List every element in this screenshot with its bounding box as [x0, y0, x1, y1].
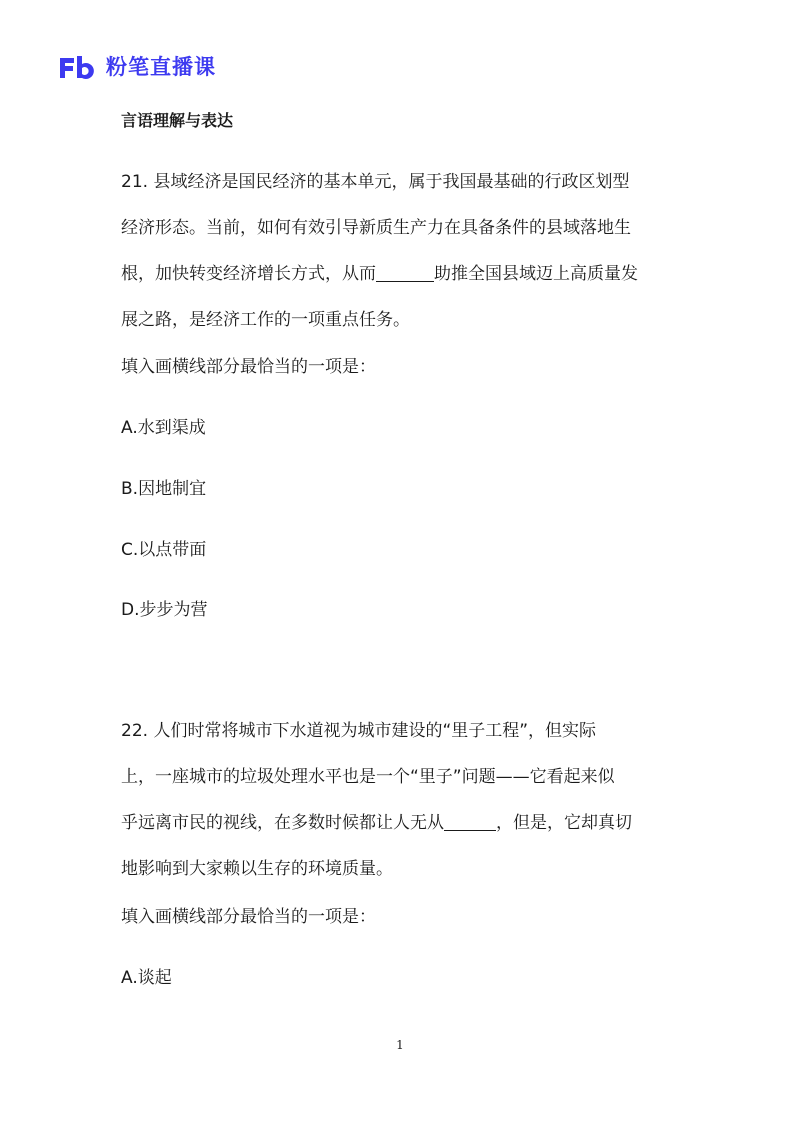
question-21-stem — [121, 159, 681, 343]
question-21-line-4: 展之路，是经济工作的一项重点任务。 — [121, 310, 410, 330]
question-21-option-c: C.以点带面 — [121, 540, 207, 560]
question-22-line-4: 地影响到大家赖以生存的环境质量。 — [121, 859, 393, 879]
question-21-prompt: 填入画横线部分最恰当的一项是： — [121, 357, 376, 377]
question-21-line-3-before-blank: 根，加快转变经济增长方式，从而 — [121, 264, 376, 284]
question-22-stem — [121, 708, 681, 892]
section-title: 言语理解与表达 — [121, 111, 234, 130]
fenbi-logo-icon — [58, 54, 102, 80]
question-22-line-1: 22. 人们时常将城市下水道视为城市建设的“里子工程”，但实际 — [121, 721, 597, 741]
question-21-option-b: B.因地制宜 — [121, 479, 207, 499]
question-21-line-3-after-blank: 助推全国县域迈上高质量发 — [434, 264, 638, 284]
answer-blank — [444, 812, 496, 831]
question-22-option-a: A.谈起 — [121, 968, 172, 988]
page-number: 1 — [396, 1038, 404, 1052]
question-22-line-3-before-blank: 乎远离市民的视线，在多数时候都让人无从 — [121, 813, 444, 833]
question-22-prompt: 填入画横线部分最恰当的一项是： — [121, 907, 376, 927]
answer-blank — [376, 263, 434, 282]
question-22-line-3-after-blank: ，但是，它却真切 — [496, 813, 632, 833]
brand-name: 粉笔直播课 — [106, 55, 216, 79]
question-21-line-2: 经济形态。当前，如何有效引导新质生产力在具备条件的县域落地生 — [121, 218, 631, 238]
question-21-line-1: 21. 县域经济是国民经济的基本单元，属于我国最基础的行政区划型 — [121, 172, 630, 192]
question-21-line-3 — [121, 251, 681, 297]
question-21-option-d: D.步步为营 — [121, 600, 208, 620]
header — [58, 52, 216, 82]
question-22-line-3 — [121, 800, 681, 846]
question-21-option-a: A.水到渠成 — [121, 418, 206, 438]
question-22-line-2: 上，一座城市的垃圾处理水平也是一个“里子”问题——它看起来似 — [121, 767, 615, 787]
